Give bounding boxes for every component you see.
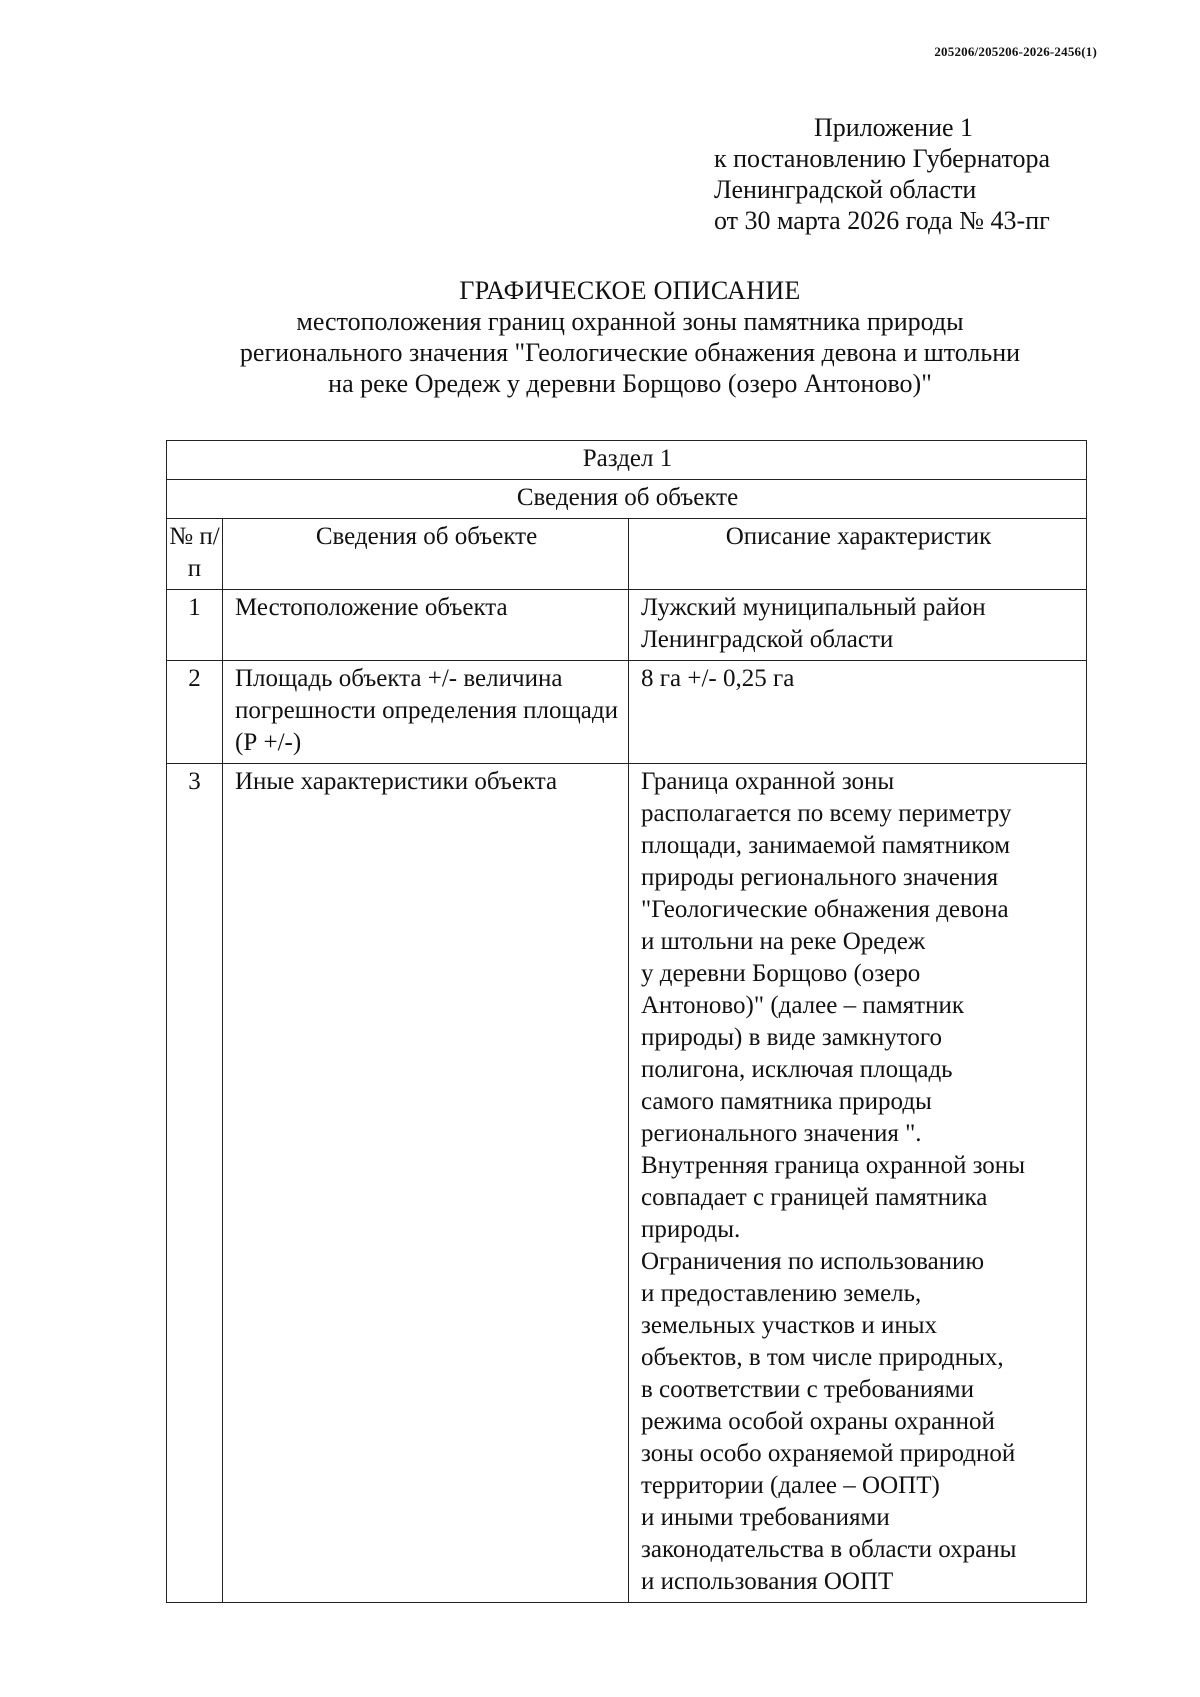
appendix-line-1: Приложение 1 [814,113,974,142]
row-info: Площадь объекта +/- величина погрешности определения площади (Р +/-) [223,661,629,764]
row-info: Иные характеристики объекта [223,764,629,1603]
appendix-line-2: к постановлению Губернатора [714,144,1051,173]
table-row [167,590,1087,661]
desc-line: Граница охранной зоны [641,768,895,795]
row-desc [629,764,1087,1603]
desc-line: в соответствии с требованиями [641,1376,974,1403]
desc-line: Ленинградской области [641,626,894,653]
desc-line: объектов, в том числе природных, [641,1344,1004,1371]
appendix-block [714,112,1050,236]
desc-line: у деревни Борщово (озеро [641,960,921,987]
desc-line: законодательства в области охраны [641,1536,1017,1563]
row-num: 2 [167,661,223,764]
desc-line: Ограничения по использованию [641,1248,985,1275]
desc-line: режима особой охраны охранной [641,1408,995,1435]
desc-line: "Геологические обнажения девона [641,896,1009,923]
desc-line: регионального значения ". [641,1120,922,1147]
document-title: ГРАФИЧЕСКОЕ ОПИСАНИЕ [459,276,801,305]
desc-line: Внутренняя граница охранной зоны [641,1152,1025,1179]
header-row [167,519,1087,590]
section-row [167,441,1087,480]
desc-line: и штольни на реке Оредеж [641,928,926,955]
subsection-title: Сведения об объекте [167,480,1087,519]
desc-line: и использования ООПТ [641,1568,894,1595]
desc-line: полигона, исключая площадь [641,1056,953,1083]
heading-line-3: на реке Оредеж у деревни Борщово (озеро Антоново)" [328,369,932,398]
document-heading [100,275,1160,399]
subsection-row [167,480,1087,519]
heading-line-2: регионального значения "Геологические обнажения девона и штольни [239,338,1021,367]
desc-line: Лужский муниципальный район [641,594,986,621]
row-desc [629,590,1087,661]
desc-line: самого памятника природы [641,1088,932,1115]
desc-line: территории (далее – ООПТ) [641,1472,940,1499]
row-num: 1 [167,590,223,661]
section-title: Раздел 1 [167,441,1087,480]
desc-line: располагается по всему периметру [641,800,1012,827]
table-row [167,764,1087,1603]
row-desc [629,661,1087,764]
desc-line: земельных участков и иных [641,1312,937,1339]
appendix-line-3: Ленинградской области [714,175,977,204]
document-id: 205206/205206-2026-2456(1) [934,44,1097,59]
desc-line: природы. [641,1216,741,1243]
desc-line: площади, занимаемой памятником [641,832,1011,859]
row-info: Местоположение объекта [223,590,629,661]
desc-line: зоны особо охраняемой природной [641,1440,1016,1467]
desc-line: совпадает с границей памятника [641,1184,988,1211]
desc-line: Антоново)" (далее – памятник [641,992,964,1019]
row-num: 3 [167,764,223,1603]
table-row [167,661,1087,764]
appendix-line-4: от 30 марта 2026 года № 43-пг [714,206,1050,235]
desc-line: природы регионального значения [641,864,999,891]
desc-line: 8 га +/- 0,25 га [641,665,795,692]
desc-line: и предоставлению земель, [641,1280,922,1307]
object-info-table [166,440,1087,1603]
header-desc: Описание характеристик [629,519,1087,590]
header-info: Сведения об объекте [223,519,629,590]
desc-line: природы) в виде замкнутого [641,1024,942,1051]
desc-line: и иными требованиями [641,1504,890,1531]
heading-line-1: местоположения границ охранной зоны памятника природы [296,307,964,336]
header-num: № п/п [167,519,223,590]
